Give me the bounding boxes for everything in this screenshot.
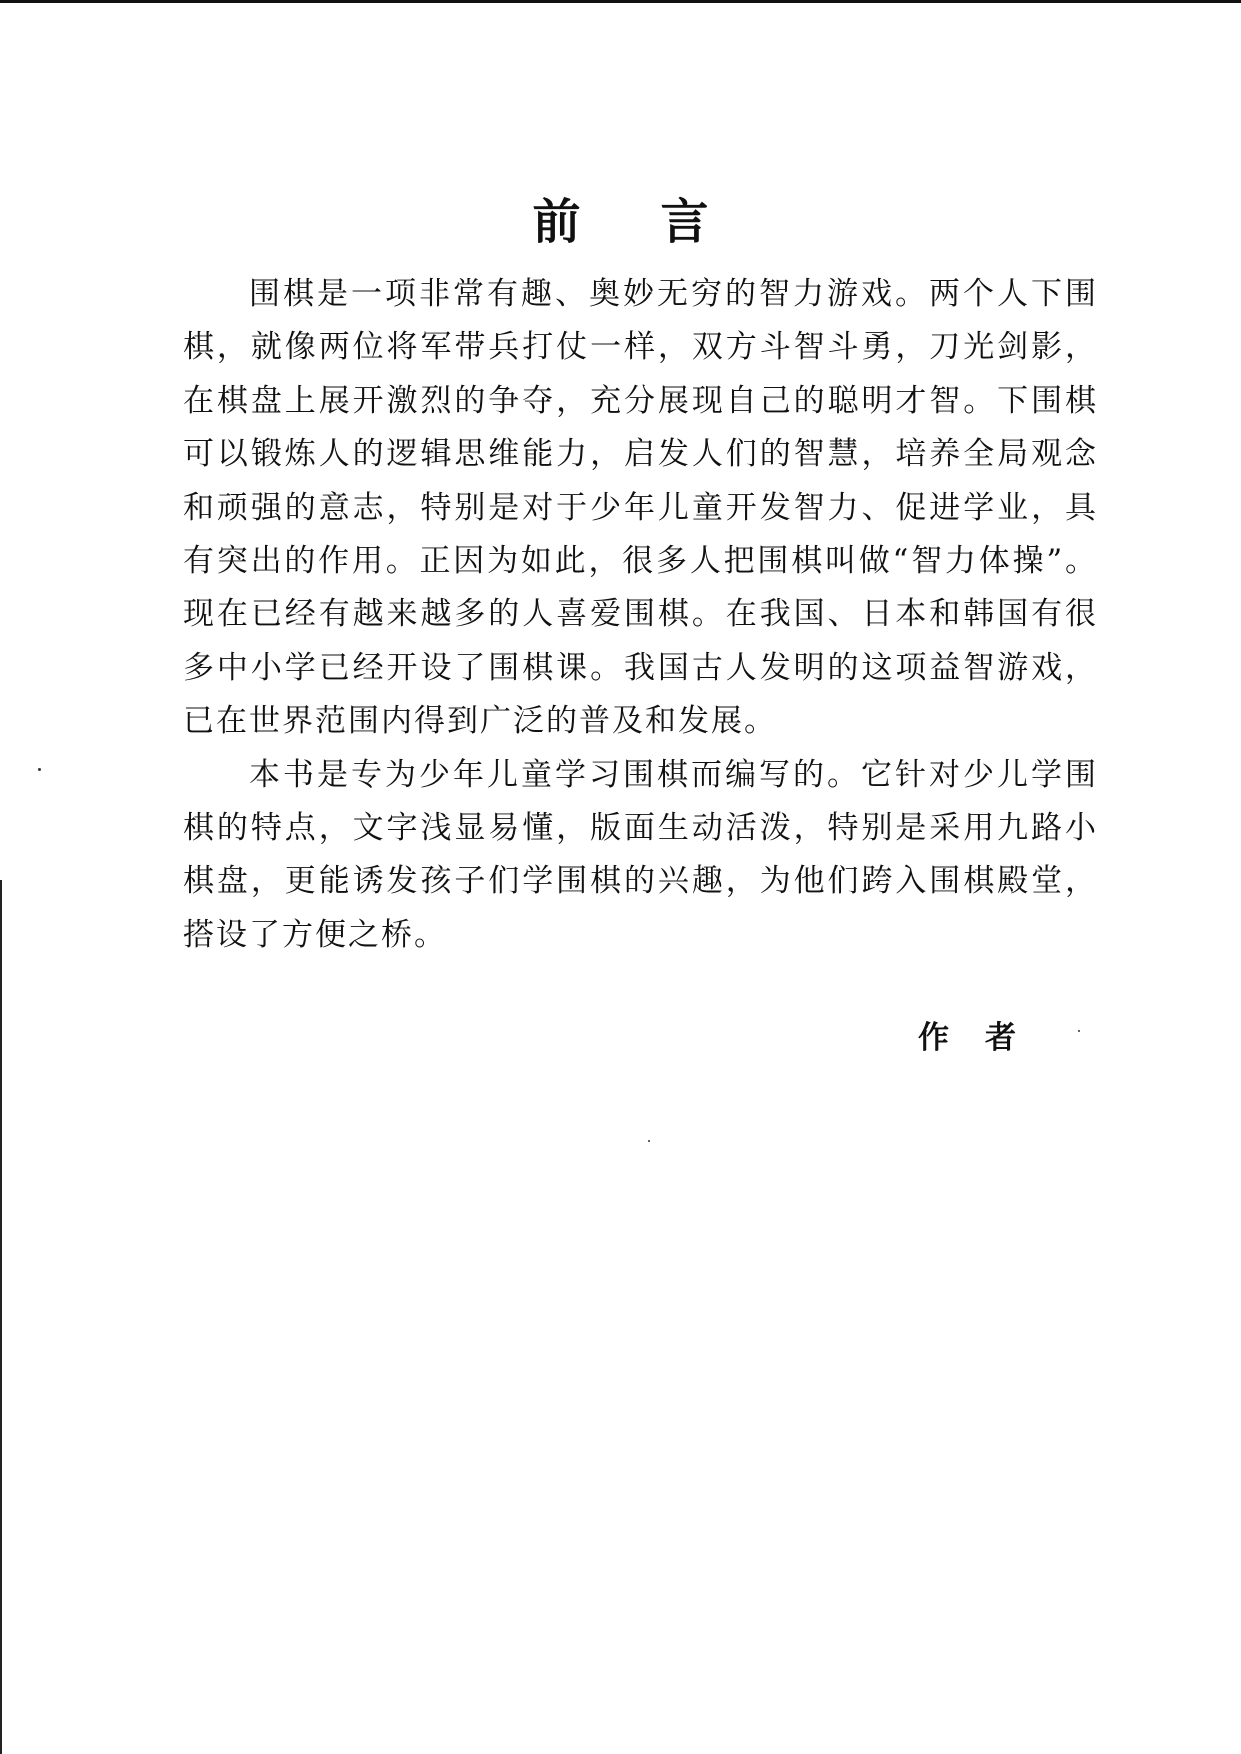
- paragraph-1: 围棋是一项非常有趣、奥妙无穷的智力游戏。两个人下围棋，就像两位将军带兵打仗一样，双方斗智斗勇，刀光剑影，在棋盘上展开激烈的争夺，充分展现自己的聪明才智。下围棋可以锻炼人的逻辑思维能力，启发人们的智慧，培养全局观念和顽强的意志，特别是对于少年儿童开发智力、促进学业，具有突出的作用。正因为如此，很多人把围棋叫做“智力体操”。现在已经有越来越多的人喜爱围棋。在我国、日本和韩国有很多中小学已经开设了围棋课。我国古人发明的这项益智游戏，已在世界范围内得到广泛的普及和发展。: [183, 276, 1098, 740]
- left-edge-shadow: [0, 880, 2, 1754]
- scan-speck: [1078, 1030, 1080, 1032]
- page-title: 前言: [532, 194, 789, 251]
- paragraph-2: 本书是专为少年儿童学习围棋而编写的。它针对少儿学围棋的特点，文字浅显易懂，版面生动活泼，特别是采用九路小棋盘，更能诱发孩子们学围棋的兴趣，为他们跨入围棋殿堂，搭设了方便之桥。: [183, 756, 1098, 953]
- scan-speck: [38, 768, 41, 771]
- scan-speck: [648, 1140, 650, 1142]
- top-border: [0, 0, 1241, 3]
- author-signature: 作者: [918, 1020, 1052, 1056]
- preface-body: [183, 268, 1098, 962]
